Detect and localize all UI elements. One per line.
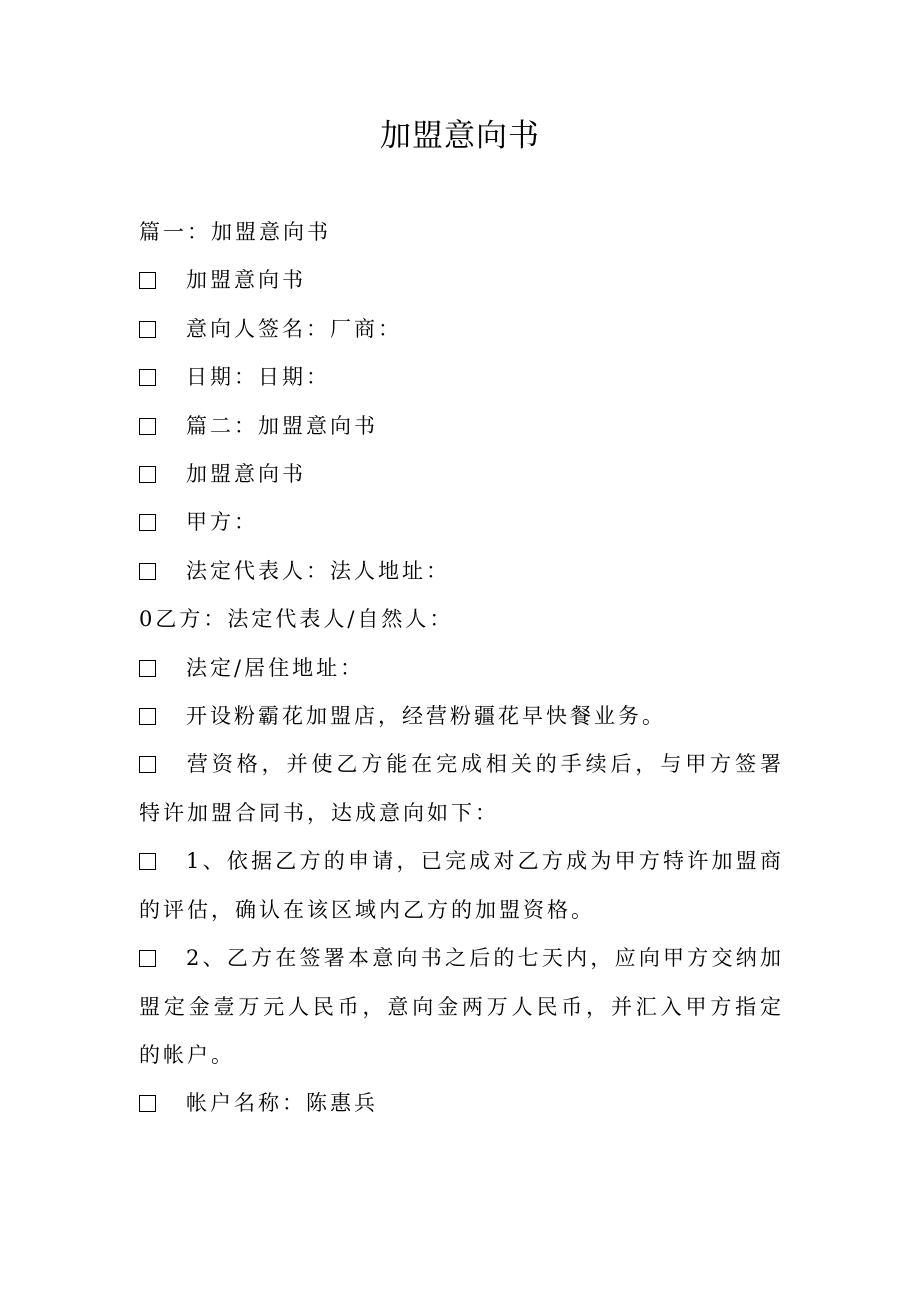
checkbox-icon: [139, 272, 156, 289]
paragraph-text: 意向人签名：厂商：: [186, 316, 402, 341]
checkbox-icon: [139, 950, 156, 967]
document-title: 加盟意向书: [380, 118, 540, 154]
paragraph-text: 加盟意向书: [186, 268, 306, 293]
checkbox-icon: [139, 660, 156, 677]
paragraph-1: [139, 208, 784, 256]
paragraph-15: [139, 1079, 784, 1127]
paragraph-9: [139, 595, 784, 643]
checkbox-icon: [139, 756, 156, 773]
paragraph-12: [139, 740, 784, 837]
paragraph-text: 0乙方：法定代表人/自然人：: [139, 607, 454, 632]
paragraph-text: 开设粉霸花加盟店，经营粉疆花早快餐业务。: [186, 704, 666, 729]
paragraph-11: [139, 692, 784, 740]
checkbox-icon: [139, 369, 156, 386]
paragraph-6: [139, 450, 784, 498]
paragraph-10: [139, 644, 784, 692]
paragraph-text: 营资格，并使乙方能在完成相关的手续后，与甲方签署特许加盟合同书，达成意向如下：: [139, 752, 784, 825]
paragraph-7: [139, 498, 784, 546]
checkbox-icon: [139, 466, 156, 483]
paragraph-text: 加盟意向书: [186, 462, 306, 487]
paragraph-text: 2、乙方在签署本意向书之后的七天内，应向甲方交纳加盟定金壹万元人民币，意向金两万人民币，并汇入甲方指定的帐户。: [139, 946, 784, 1067]
paragraph-2: [139, 256, 784, 304]
checkbox-icon: [139, 563, 156, 580]
checkbox-icon: [139, 514, 156, 531]
paragraph-14: [139, 934, 784, 1079]
checkbox-icon: [139, 321, 156, 338]
checkbox-icon: [139, 853, 156, 870]
document-body: [139, 208, 784, 1128]
paragraph-3: [139, 305, 784, 353]
checkbox-icon: [139, 418, 156, 435]
paragraph-text: 法定代表人：法人地址：: [186, 558, 450, 583]
paragraph-text: 法定/居住地址：: [186, 655, 365, 680]
paragraph-text: 甲方：: [186, 510, 258, 535]
paragraph-text: 1、依据乙方的申请，已完成对乙方成为甲方特许加盟商的评估，确认在该区域内乙方的加盟资格。: [139, 849, 784, 922]
paragraph-5: [139, 402, 784, 450]
paragraph-text: 篇二：加盟意向书: [186, 413, 378, 438]
paragraph-8: [139, 547, 784, 595]
checkbox-icon: [139, 1095, 156, 1112]
paragraph-text: 篇一：加盟意向书: [139, 220, 331, 244]
paragraph-13: [139, 837, 784, 934]
paragraph-text: 日期：日期：: [186, 365, 330, 390]
checkbox-icon: [139, 708, 156, 725]
paragraph-text: 帐户名称：陈惠兵: [186, 1091, 378, 1116]
paragraph-4: [139, 353, 784, 401]
